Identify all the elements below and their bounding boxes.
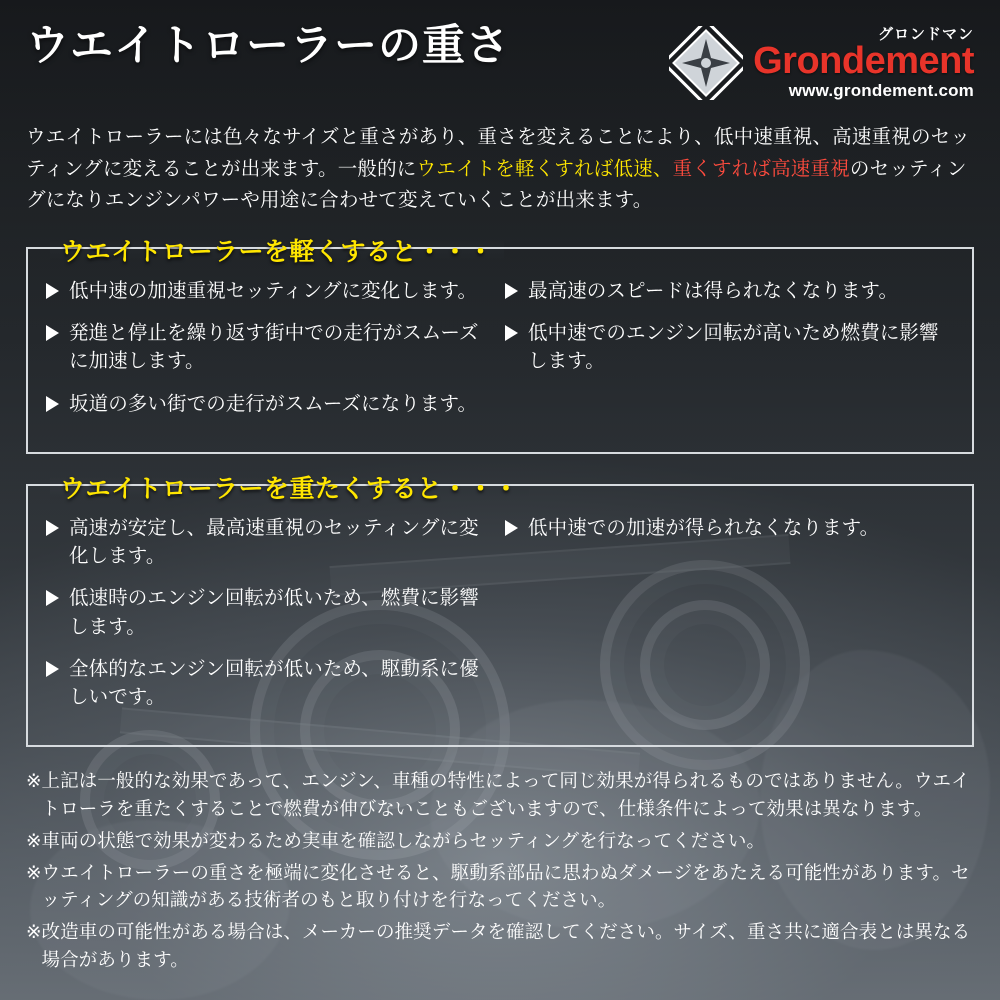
triangle-bullet-icon bbox=[505, 325, 518, 341]
intro-line-1: ウエイトローラーには色々なサイズと重さがあり、重さを変えることにより、低中速重視、高速重視の bbox=[26, 126, 931, 148]
brand-website-url[interactable]: www.grondement.com bbox=[788, 80, 974, 100]
heavy-weight-left-column bbox=[46, 514, 495, 726]
heavy-weight-right-column bbox=[505, 514, 954, 726]
note-item bbox=[26, 767, 974, 823]
note-mark: ※ bbox=[26, 770, 42, 792]
list-item bbox=[505, 514, 954, 542]
list-item bbox=[46, 514, 495, 571]
triangle-bullet-icon bbox=[46, 283, 59, 299]
triangle-bullet-icon bbox=[46, 520, 59, 536]
note-text: 改造車の可能性がある場合は、メーカーの推奨データを確認してください。サイズ、重さ共に適合表とは異なる場合があります。 bbox=[41, 921, 971, 970]
list-item bbox=[505, 319, 954, 376]
triangle-bullet-icon bbox=[505, 283, 518, 299]
list-item-label: 低中速での加速が得られなくなります。 bbox=[528, 516, 880, 539]
intro-line-2b: の bbox=[849, 157, 870, 180]
triangle-bullet-icon bbox=[46, 661, 59, 677]
page-title: ウエイトローラーの重さ bbox=[26, 22, 510, 70]
brand-name: Grondement bbox=[753, 40, 974, 83]
list-item-label: 低速時のエンジン回転が低いため、燃費に影響します。 bbox=[69, 587, 479, 638]
note-text: 上記は一般的な効果であって、エンジン、車種の特性によって同じ効果が得られるものではありません。ウエイトローラを重たくすることで燃費が伸びないこともございますので、仕様条件によって効果は異なります。 bbox=[41, 770, 970, 820]
list-item-label: 発進と停止を繰り返す街中での走行がスムーズに加速します。 bbox=[69, 322, 479, 373]
triangle-bullet-icon bbox=[46, 396, 59, 412]
note-item bbox=[26, 918, 974, 974]
light-weight-section bbox=[26, 237, 974, 454]
note-item bbox=[26, 827, 974, 855]
note-text: 車両の状態で効果が変わるため実車を確認しながらセッティングを行なってください。 bbox=[41, 829, 766, 851]
triangle-bullet-icon bbox=[505, 520, 518, 536]
brand-japanese-name: グロンドマン bbox=[877, 26, 974, 44]
light-weight-section-legend: ウエイトローラーを軽くすると・・・ bbox=[50, 232, 504, 268]
list-item-label: 最高速のスピードは得られなくなります。 bbox=[528, 279, 899, 302]
intro-highlight-light: ウエイトを軽くすれば低速、 bbox=[416, 157, 673, 180]
note-mark: ※ bbox=[26, 921, 42, 943]
note-text: ウエイトローラーの重さを極端に変化させると、駆動系部品に思わぬダメージをあたえる可能性があります。セッティングの知識がある技術者のもと取り付けを行なってください。 bbox=[41, 861, 970, 911]
intro-highlight-heavy: 重くすれば高速重視 bbox=[672, 157, 850, 180]
list-item bbox=[46, 655, 495, 712]
list-item bbox=[46, 390, 495, 418]
list-item-label: 全体的なエンジン回転が低いため、駆動系に優しいです。 bbox=[69, 657, 479, 709]
notes-section bbox=[26, 767, 974, 973]
note-item bbox=[26, 859, 974, 915]
heavy-weight-section bbox=[26, 474, 974, 748]
intro-line-3: セッティングになりエンジンパワーや用途に合わせて変えていくことが出来ます。 bbox=[26, 157, 967, 212]
list-item-label: 坂道の多い街での走行がスムーズになります。 bbox=[69, 392, 478, 415]
list-item-label: 低中速の加速重視セッティングに変化します。 bbox=[69, 279, 478, 302]
list-item bbox=[46, 584, 495, 641]
list-item bbox=[46, 277, 495, 305]
intro-paragraph bbox=[26, 122, 974, 217]
light-weight-right-column bbox=[505, 277, 954, 432]
list-item bbox=[46, 319, 495, 376]
diamond-star-logo-icon bbox=[669, 26, 743, 100]
list-item bbox=[505, 277, 954, 305]
triangle-bullet-icon bbox=[46, 590, 59, 606]
poster-header bbox=[26, 0, 974, 100]
heavy-weight-section-legend: ウエイトローラーを重たくすると・・・ bbox=[50, 469, 529, 505]
note-mark: ※ bbox=[26, 861, 42, 883]
intro-line-2a: セッティングに変えることが出来ます。一般的に bbox=[26, 126, 971, 180]
brand-block bbox=[669, 26, 974, 100]
list-item-label: 高速が安定し、最高速重視のセッティングに変化します。 bbox=[69, 516, 479, 568]
note-mark: ※ bbox=[26, 829, 42, 851]
list-item-label: 低中速でのエンジン回転が高いため燃費に影響します。 bbox=[528, 322, 939, 373]
light-weight-left-column bbox=[46, 277, 495, 432]
triangle-bullet-icon bbox=[46, 325, 59, 341]
